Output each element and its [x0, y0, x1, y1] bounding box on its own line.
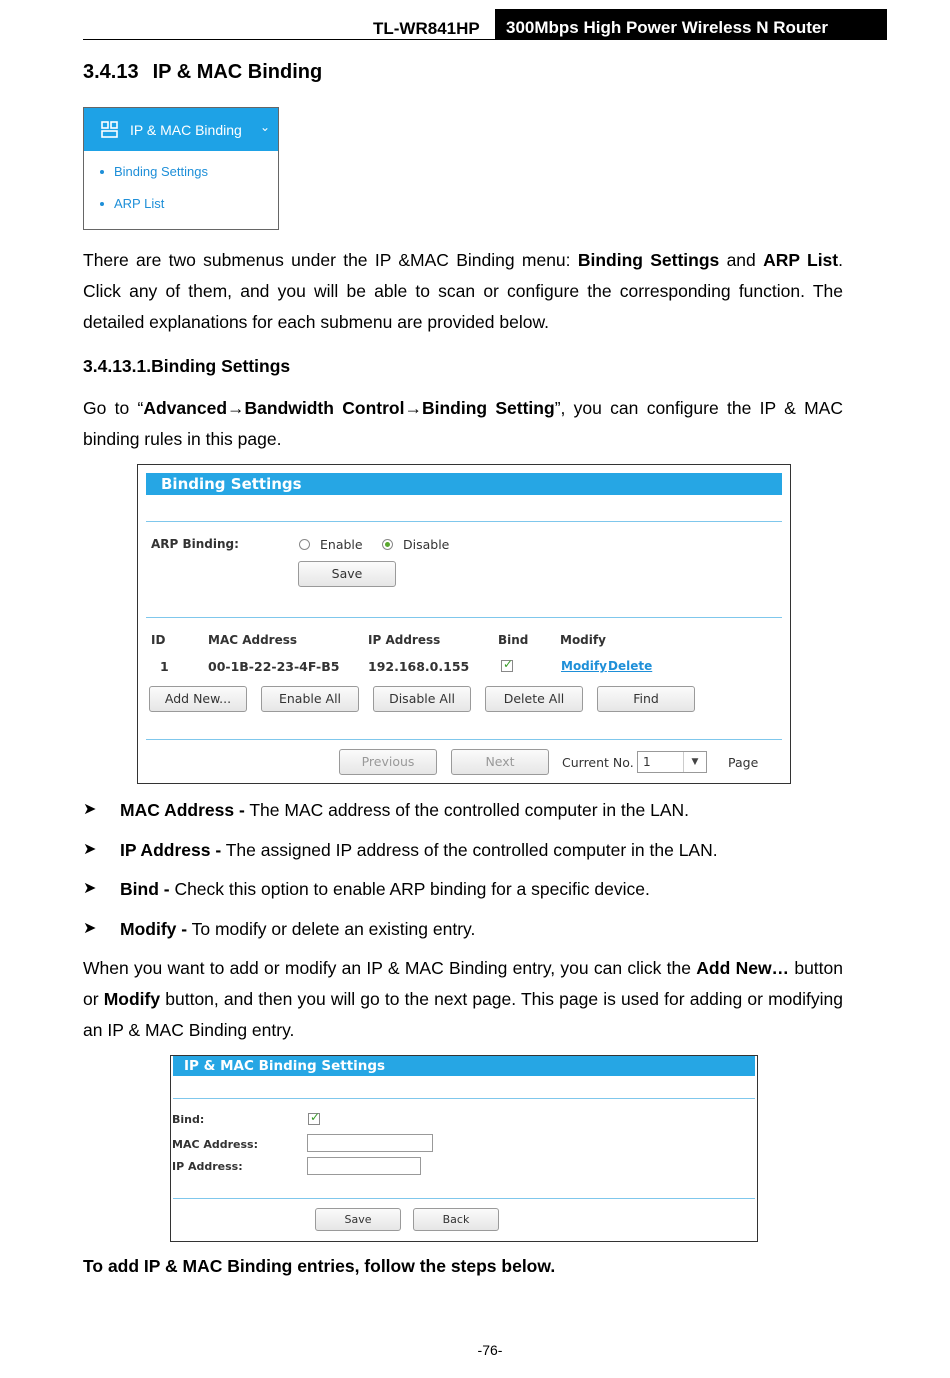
ipmac-settings-title: IP & MAC Binding Settings: [173, 1056, 755, 1076]
add-new-paragraph: [83, 953, 843, 1046]
bold-text: Advanced: [143, 398, 228, 418]
page-label: Page: [728, 755, 759, 770]
menu-item-binding-settings[interactable]: [114, 164, 208, 179]
find-button[interactable]: Find: [597, 686, 695, 712]
text: When you want to add or modify an IP & MAC Binding entry, you can click the: [83, 958, 697, 978]
ipmac-settings-screenshot: [170, 1055, 758, 1242]
mac-address-label: MAC Address:: [172, 1138, 259, 1151]
bullet-desc: The assigned IP address of the controlled computer in the LAN.: [221, 840, 718, 860]
row-mac: 00-1B-22-23-4F-B5: [208, 659, 340, 674]
bullet-dot-icon: [100, 202, 104, 206]
row-id: 1: [160, 659, 169, 674]
text: There are two submenus under the IP &MAC Binding menu:: [83, 250, 578, 270]
column-header-bind: Bind: [498, 633, 529, 647]
disable-label: Disable: [403, 537, 450, 552]
header-product: 300Mbps High Power Wireless N Router: [495, 9, 887, 40]
current-no-select[interactable]: [637, 751, 707, 773]
menu-item-arp-list[interactable]: [114, 196, 164, 211]
bind-checkbox[interactable]: [308, 1110, 321, 1125]
enable-label: Enable: [320, 537, 363, 552]
disable-all-button[interactable]: Disable All: [373, 686, 471, 712]
add-new-button[interactable]: Add New...: [149, 686, 247, 712]
bullet-term: IP Address -: [120, 840, 222, 860]
next-button[interactable]: Next: [451, 749, 549, 775]
text: and: [719, 250, 764, 270]
grid-icon: [101, 121, 118, 138]
menu-header[interactable]: [84, 108, 278, 151]
divider: [146, 521, 782, 522]
arrow-bullet-icon: ➤: [83, 920, 97, 937]
divider: [173, 1198, 755, 1199]
page-number: -76-: [477, 1342, 503, 1358]
bullet-term: Modify -: [120, 919, 188, 939]
column-header-modify: Modify: [560, 633, 606, 647]
enable-radio[interactable]: [299, 539, 310, 550]
text: . Click any of them, and you will be able to scan or configure the corresponding function. The detailed explanations for each submenu are provided below.: [83, 250, 843, 332]
subsection-title: Binding Settings: [151, 356, 291, 376]
section-number: 3.4.13: [83, 61, 139, 83]
menu-screenshot: [83, 107, 279, 230]
binding-settings-screenshot: [137, 464, 791, 784]
save-button[interactable]: Save: [298, 561, 396, 587]
current-no-label: Current No.: [562, 755, 634, 770]
ip-address-label: IP Address:: [172, 1160, 243, 1173]
row-bind-checkbox[interactable]: [501, 657, 514, 672]
bullet-dot-icon: [100, 170, 104, 174]
row-delete-link[interactable]: Delete: [608, 659, 653, 673]
save-button[interactable]: Save: [315, 1208, 401, 1231]
bullet-term: Bind -: [120, 879, 170, 899]
mac-address-input[interactable]: [307, 1134, 433, 1152]
disable-radio[interactable]: [382, 539, 393, 550]
binding-settings-title: Binding Settings: [146, 473, 782, 495]
back-button[interactable]: Back: [413, 1208, 499, 1231]
row-ip: 192.168.0.155: [368, 659, 470, 674]
section-title: IP & MAC Binding: [152, 61, 323, 83]
menu-title: IP & MAC Binding: [130, 122, 242, 138]
bold-text: Binding Settings: [577, 250, 720, 270]
column-header-mac: MAC Address: [208, 633, 298, 647]
arp-binding-label: ARP Binding:: [151, 537, 239, 551]
steps-heading: To add IP & MAC Binding entries, follow the steps below.: [83, 1256, 556, 1276]
row-modify-link[interactable]: Modify: [561, 659, 607, 673]
bold-text: Bandwidth Control: [244, 398, 405, 418]
goto-paragraph: [83, 393, 843, 455]
check-icon: ✓: [310, 1110, 321, 1124]
arrow-bullet-icon: ➤: [83, 880, 97, 897]
bind-label: Bind:: [172, 1113, 205, 1126]
header-rule: [83, 39, 887, 40]
text: button, and then you will go to the next page. This page is used for adding or modifying an IP & MAC Binding entry.: [83, 989, 843, 1040]
divider: [173, 1098, 755, 1099]
text: button or: [83, 958, 843, 1009]
bold-text: Modify: [103, 989, 161, 1009]
subsection-number: 3.4.13.1.: [83, 356, 152, 376]
chevron-down-icon: ⌄: [260, 120, 271, 134]
enable-all-button[interactable]: Enable All: [261, 686, 359, 712]
bullet-desc: Check this option to enable ARP binding for a specific device.: [169, 879, 650, 899]
column-header-ip: IP Address: [368, 633, 441, 647]
ip-address-input[interactable]: [307, 1157, 421, 1175]
bold-text: Add New…: [696, 958, 790, 978]
previous-button[interactable]: Previous: [339, 749, 437, 775]
current-no-value: 1: [643, 755, 651, 769]
delete-all-button[interactable]: Delete All: [485, 686, 583, 712]
column-header-id: ID: [151, 633, 166, 647]
arrow-bullet-icon: ➤: [83, 841, 97, 858]
bullet-term: MAC Address -: [120, 800, 245, 820]
section-heading: [83, 61, 322, 84]
intro-paragraph: [83, 245, 843, 338]
menu-item-label: Binding Settings: [114, 164, 208, 179]
bullet-desc: To modify or delete an existing entry.: [187, 919, 476, 939]
divider: [146, 739, 782, 740]
bold-text: Binding Setting: [421, 398, 555, 418]
header-model: TL-WR841HP: [373, 19, 480, 38]
menu-item-label: ARP List: [114, 196, 165, 211]
check-icon: ✓: [503, 657, 514, 671]
text: ”, you can configure the IP & MAC binding rules in this page.: [83, 398, 843, 449]
text: Go to “: [83, 398, 144, 418]
subsection-heading: [83, 356, 290, 377]
divider: [146, 617, 782, 618]
chevron-down-icon: ▼: [683, 752, 706, 772]
bullet-desc: The MAC address of the controlled computer in the LAN.: [244, 800, 690, 820]
bold-text: ARP List: [763, 250, 839, 270]
arrow-bullet-icon: ➤: [83, 801, 97, 818]
arrow-icon: →: [227, 398, 245, 418]
arrow-icon: →: [404, 398, 422, 418]
